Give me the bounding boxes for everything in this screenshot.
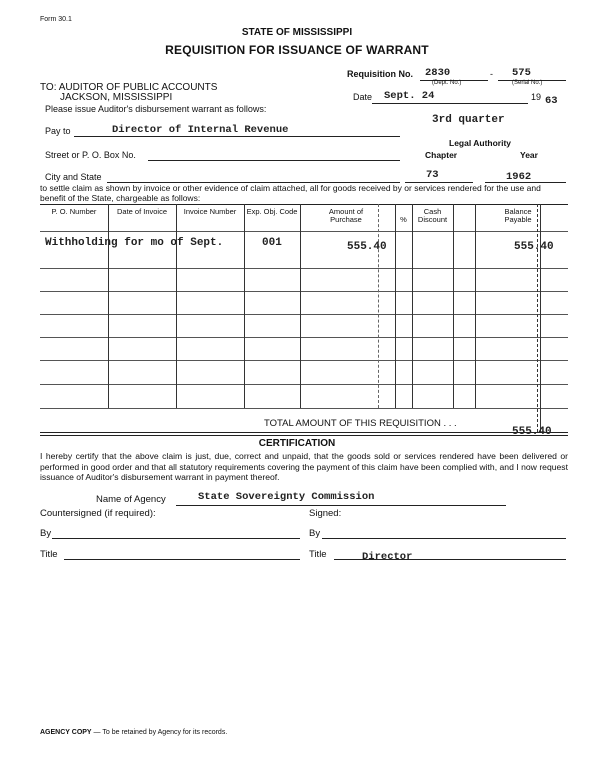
by-label-left: By bbox=[40, 528, 52, 539]
date-label: Date bbox=[353, 92, 373, 102]
certification-title: CERTIFICATION bbox=[258, 438, 336, 449]
countersigned-label: Countersigned (if required): bbox=[40, 508, 156, 519]
chapter-label: Chapter bbox=[425, 150, 458, 160]
quarter-note: 3rd quarter bbox=[432, 114, 505, 126]
row-1-amount: 555.40 bbox=[347, 241, 387, 253]
year-value: 1962 bbox=[506, 171, 532, 183]
agency-name-value: State Sovereignty Commission bbox=[198, 491, 375, 503]
header-balance-payable: Balance Payable bbox=[504, 207, 532, 224]
total-value: 555.40 bbox=[512, 426, 552, 438]
requisition-label: Requisition No. bbox=[347, 69, 413, 79]
row-1-balance: 555.40 bbox=[514, 241, 554, 253]
agency-name-label: Name of Agency bbox=[96, 494, 166, 505]
header-po-number: P. O. Number bbox=[51, 207, 97, 216]
title-label-right: Title bbox=[309, 549, 327, 560]
state-title: STATE OF MISSISSIPPI bbox=[241, 27, 353, 38]
year-prefix: 19 bbox=[531, 92, 542, 102]
dept-number: 2830 bbox=[425, 67, 451, 79]
year-label: Year bbox=[520, 150, 538, 160]
street-label: Street or P. O. Box No. bbox=[45, 150, 136, 160]
footer-note bbox=[40, 729, 227, 736]
city-label: City and State bbox=[45, 172, 102, 182]
to-line-1: TO: AUDITOR OF PUBLIC ACCOUNTS bbox=[40, 82, 218, 93]
to-line-2: JACKSON, MISSISSIPPI bbox=[60, 92, 173, 103]
date-value: Sept. 24 bbox=[384, 90, 435, 102]
serial-caption: (Serial No.) bbox=[512, 80, 543, 86]
header-amount-of-purchase: Amount of Purchase bbox=[328, 207, 364, 224]
row-1-po: Withholding for mo of Sept. bbox=[45, 237, 224, 249]
header-invoice-number: Invoice Number bbox=[183, 207, 237, 216]
instruction: Please issue Auditor's disbursement warrant as follows: bbox=[45, 104, 267, 114]
footer-text: — To be retained by Agency for its records. bbox=[91, 729, 228, 736]
row-1-code: 001 bbox=[262, 237, 282, 249]
pay-to-label: Pay to bbox=[45, 126, 71, 136]
header-date-of-invoice: Date of Invoice bbox=[116, 207, 168, 216]
form-number: Form 30.1 bbox=[40, 16, 72, 23]
title-value: Director bbox=[362, 551, 413, 563]
header-percent: % bbox=[400, 215, 407, 224]
form-title: REQUISITION FOR ISSUANCE OF WARRANT bbox=[165, 43, 429, 57]
certification-text: I hereby certify that the above claim is just, due, correct and unpaid, that the goods sold or services rendered have been delivered or performed in good order and that all statutory requirements covering the payment of this claim have been complied with, and I now request issuance of Auditor's disbursement warrant in payment thereof. bbox=[40, 451, 568, 482]
year-suffix: 63 bbox=[545, 95, 558, 107]
footer-bold: AGENCY COPY bbox=[40, 729, 92, 736]
settle-text: to settle claim as shown by invoice or other evidence of claim attached, all for goods received by or services rendered for the use and benefit of the State, chargeable as follows: bbox=[40, 183, 541, 203]
signed-label: Signed: bbox=[309, 508, 342, 519]
dept-caption: (Dept. No.) bbox=[432, 80, 462, 86]
pay-to-value: Director of Internal Revenue bbox=[112, 124, 289, 136]
legal-authority-title: Legal Authority bbox=[449, 138, 512, 148]
header-cash-discount: Cash Discount bbox=[417, 207, 448, 224]
by-label-right: By bbox=[309, 528, 321, 539]
serial-number: 575 bbox=[512, 67, 531, 79]
chapter-value: 73 bbox=[426, 169, 439, 181]
header-exp-obj-code: Exp. Obj. Code bbox=[246, 207, 298, 216]
total-label: TOTAL AMOUNT OF THIS REQUISITION . . . bbox=[264, 418, 457, 429]
title-label-left: Title bbox=[40, 549, 58, 560]
